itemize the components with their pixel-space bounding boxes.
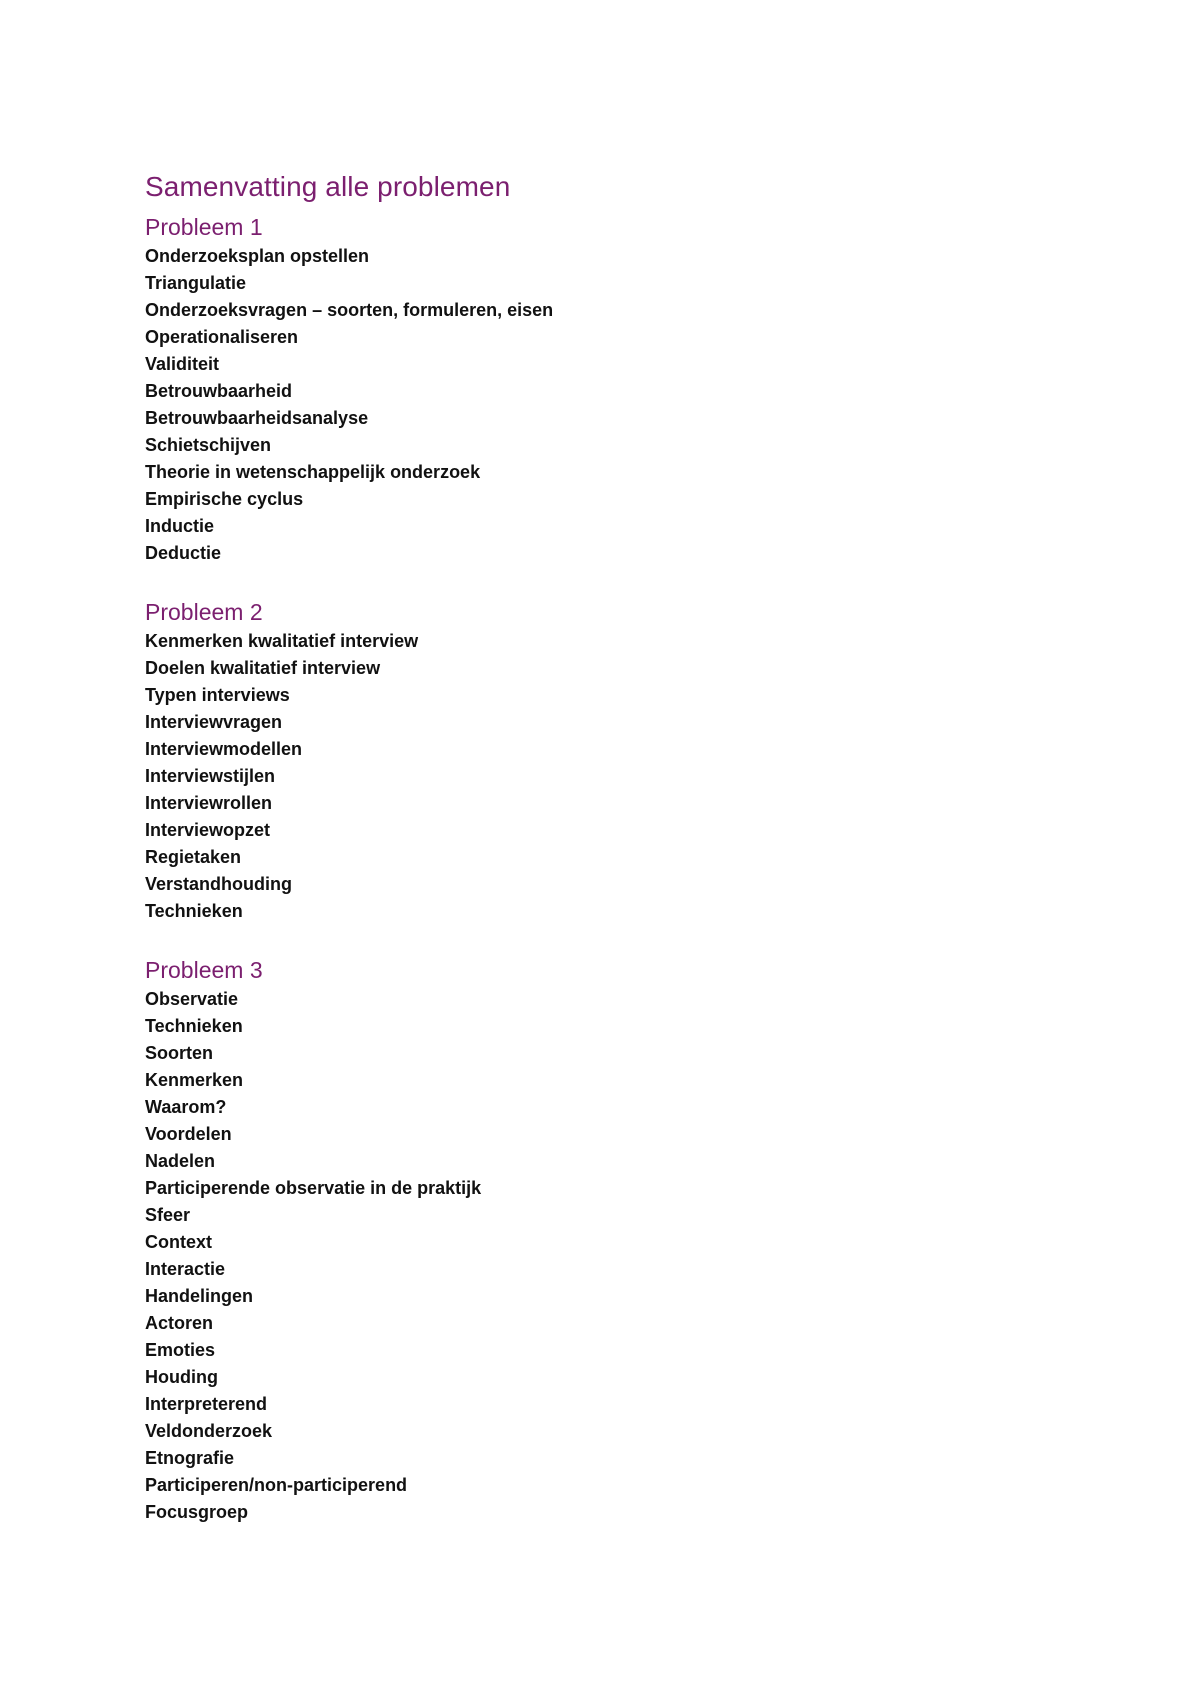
topic-item: Typen interviews xyxy=(145,685,290,705)
topic-item: Onderzoeksvragen – soorten, formuleren, eisen xyxy=(145,300,554,320)
topic-item: Interactie xyxy=(145,1259,226,1279)
topic-item: Sfeer xyxy=(145,1205,191,1225)
topic-item: Handelingen xyxy=(145,1286,254,1306)
topic-item: Soorten xyxy=(145,1043,214,1063)
topic-item: Theorie in wetenschappelijk onderzoek xyxy=(145,462,481,482)
section-probleem-3 xyxy=(145,955,1145,1526)
topic-item: Deductie xyxy=(145,543,222,563)
section-heading: Probleem 1 xyxy=(145,214,263,240)
topic-item: Observatie xyxy=(145,989,239,1009)
topic-item: Focusgroep xyxy=(145,1502,249,1522)
topic-item: Interviewrollen xyxy=(145,793,273,813)
topic-item: Interviewopzet xyxy=(145,820,271,840)
topic-item: Empirische cyclus xyxy=(145,489,304,509)
topic-item: Verstandhouding xyxy=(145,874,293,894)
section-heading: Probleem 2 xyxy=(145,599,263,625)
section-probleem-1 xyxy=(145,212,1145,567)
topic-item: Waarom? xyxy=(145,1097,227,1117)
topic-item: Emoties xyxy=(145,1340,216,1360)
topic-item: Nadelen xyxy=(145,1151,216,1171)
topic-item: Participerende observatie in de praktijk xyxy=(145,1178,482,1198)
topic-item: Interviewvragen xyxy=(145,712,283,732)
topic-item: Doelen kwalitatief interview xyxy=(145,658,381,678)
topic-item: Houding xyxy=(145,1367,218,1387)
topic-item: Betrouwbaarheidsanalyse xyxy=(145,408,369,428)
document-title: Samenvatting alle problemen xyxy=(145,171,511,202)
topic-list xyxy=(145,986,1145,1526)
topic-item: Voordelen xyxy=(145,1124,232,1144)
topic-list xyxy=(145,243,1145,567)
topic-item: Schietschijven xyxy=(145,435,272,455)
topic-item: Kenmerken kwalitatief interview xyxy=(145,631,419,651)
topic-item: Veldonderzoek xyxy=(145,1421,273,1441)
topic-item: Interpreterend xyxy=(145,1394,268,1414)
topic-item: Etnografie xyxy=(145,1448,235,1468)
topic-item: Onderzoeksplan opstellen xyxy=(145,246,370,266)
topic-item: Interviewmodellen xyxy=(145,739,303,759)
topic-item: Validiteit xyxy=(145,354,220,374)
topic-item: Betrouwbaarheid xyxy=(145,381,293,401)
topic-item: Technieken xyxy=(145,1016,243,1036)
topic-item: Triangulatie xyxy=(145,273,247,293)
topic-item: Technieken xyxy=(145,901,243,921)
topic-item: Inductie xyxy=(145,516,215,536)
document-page xyxy=(145,170,1145,1556)
topic-item: Actoren xyxy=(145,1313,214,1333)
section-probleem-2 xyxy=(145,597,1145,925)
topic-list xyxy=(145,628,1145,925)
topic-item: Regietaken xyxy=(145,847,242,867)
topic-item: Operationaliseren xyxy=(145,327,299,347)
topic-item: Participeren/non-participerend xyxy=(145,1475,408,1495)
topic-item: Interviewstijlen xyxy=(145,766,276,786)
topic-item: Kenmerken xyxy=(145,1070,244,1090)
section-heading: Probleem 3 xyxy=(145,957,263,983)
topic-item: Context xyxy=(145,1232,212,1252)
